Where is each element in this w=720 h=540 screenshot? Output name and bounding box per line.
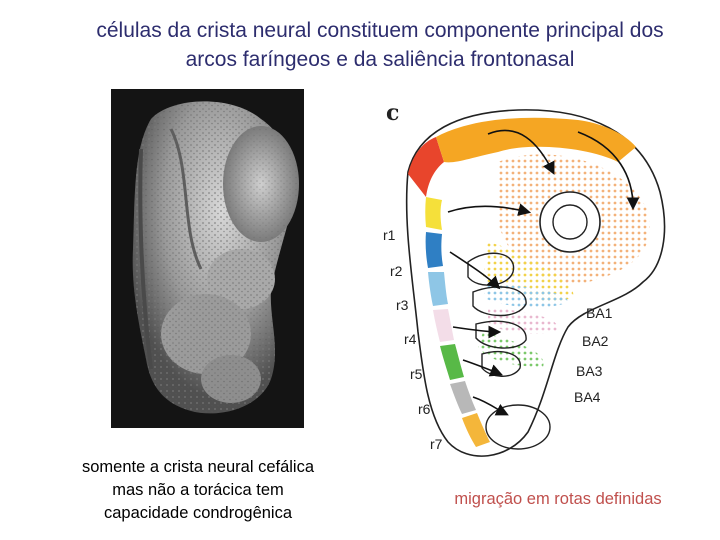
label-r2: r2 — [390, 263, 403, 279]
migration-diagram-svg — [378, 92, 678, 464]
right-caption: migração em rotas definidas — [454, 490, 662, 508]
panel-letter: c — [386, 100, 400, 126]
left-caption-line-3: capacidade condrogênica — [103, 504, 293, 522]
label-r1: r1 — [383, 227, 396, 243]
label-r3: r3 — [396, 297, 409, 313]
title-line-2: arcos faríngeos e da saliência frontonasal — [185, 48, 575, 71]
slide-title — [60, 16, 700, 74]
label-ba2: BA2 — [582, 333, 609, 349]
left-caption-line-1: somente a crista neural cefálica — [81, 458, 315, 476]
left-caption-line-2: mas não a torácica tem — [112, 481, 284, 499]
label-r6: r6 — [418, 401, 431, 417]
title-line-1: células da crista neural constituem componente principal dos — [96, 19, 664, 42]
label-r7: r7 — [430, 436, 443, 452]
embryo-micrograph-image — [111, 89, 304, 428]
label-r4: r4 — [404, 331, 417, 347]
label-ba4: BA4 — [574, 389, 601, 405]
label-ba3: BA3 — [576, 363, 603, 379]
left-caption — [58, 456, 338, 525]
embryo-micrograph — [111, 89, 304, 428]
label-r5: r5 — [410, 366, 423, 382]
label-ba1: BA1 — [586, 305, 613, 321]
migration-diagram — [378, 92, 678, 464]
